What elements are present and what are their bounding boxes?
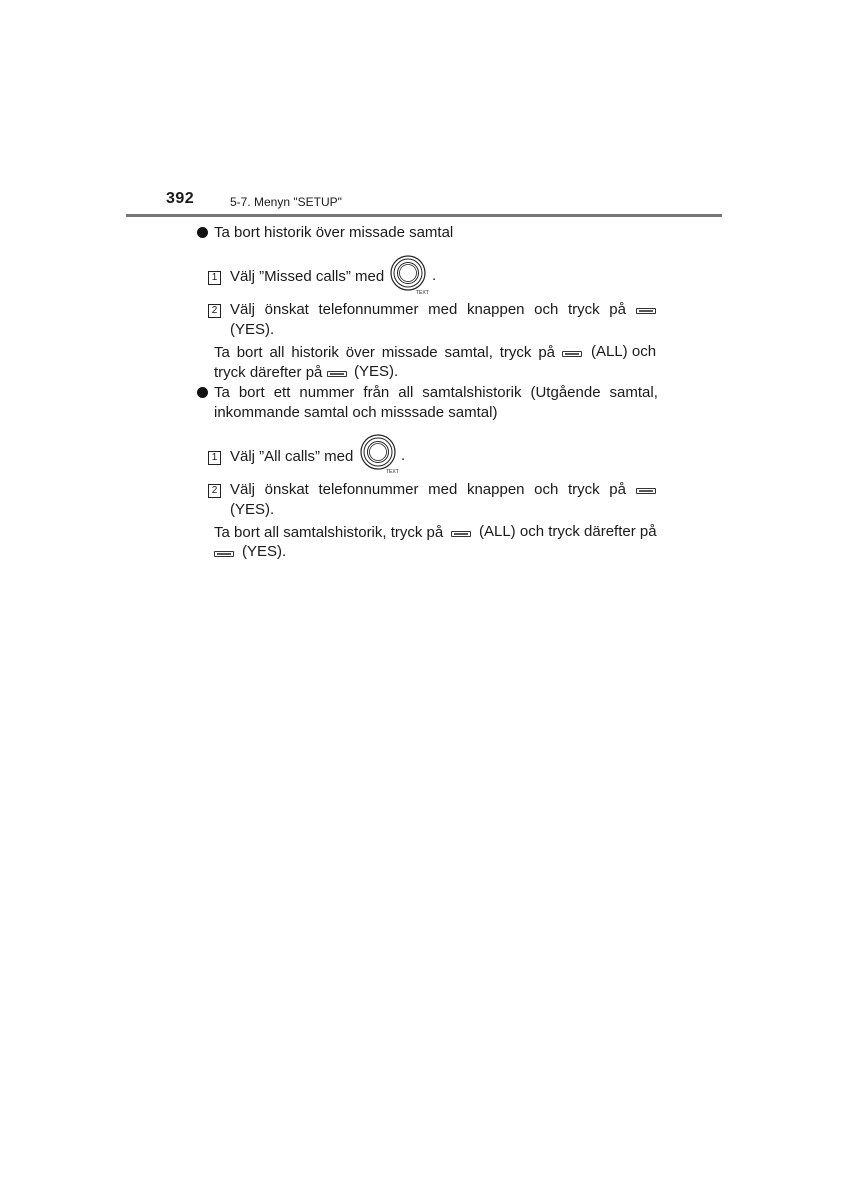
header-divider — [126, 214, 722, 217]
section2-note-line1-start: Ta bort all samtalshistorik, tryck på — [214, 524, 444, 541]
all-button-icon — [562, 351, 582, 357]
section2-step2-line1: Välj önskat telefonnummer med knappen och tryck på — [230, 481, 626, 498]
step1-period: . — [432, 267, 437, 284]
section2-heading-line2: inkommande samtal och misssade samtal) — [214, 404, 498, 421]
bullet-icon — [197, 387, 208, 398]
knob-text-label: TEXT — [416, 290, 429, 296]
section2-note-line2-end: (YES). — [242, 543, 287, 560]
section1-note-line1-end: (ALL) och — [591, 343, 657, 360]
step-number-2: 2 — [208, 484, 221, 498]
yes-button-icon — [327, 371, 347, 377]
section1-step2-line1: Välj önskat telefonnummer med knappen och tryck på — [230, 301, 626, 318]
all-button-icon — [451, 531, 471, 537]
section1-heading: Ta bort historik över missade samtal — [214, 224, 454, 241]
section1-step2-line2: (YES). — [230, 321, 275, 338]
section1-note-line1: Ta bort all historik över missade samtal, tryck på — [214, 344, 555, 361]
section1-step1-text: Välj ”Missed calls” med — [230, 268, 385, 285]
section2-heading-line1: Ta bort ett nummer från all samtalshistorik (Utgående samtal, — [214, 384, 658, 401]
yes-button-icon — [636, 488, 656, 494]
step-number-1: 1 — [208, 271, 221, 285]
section2-step1-text: Välj ”All calls” med — [230, 448, 354, 465]
step-number-2: 2 — [208, 304, 221, 318]
page-header — [0, 0, 848, 220]
yes-button-icon — [214, 551, 234, 557]
section2-step2-line2: (YES). — [230, 501, 275, 518]
section1-note-line2-end: (YES). — [354, 363, 399, 380]
bullet-icon — [197, 227, 208, 238]
yes-button-icon — [636, 308, 656, 314]
knob-text-label: TEXT — [386, 469, 399, 475]
page-number: 392 — [166, 190, 195, 207]
section2-note-line1-end: (ALL) och tryck därefter på — [479, 523, 657, 540]
step1-period: . — [401, 447, 406, 464]
section-title: 5-7. Menyn "SETUP" — [230, 195, 342, 209]
step-number-1: 1 — [208, 451, 221, 465]
section1-note-line2: tryck därefter på — [214, 364, 323, 381]
